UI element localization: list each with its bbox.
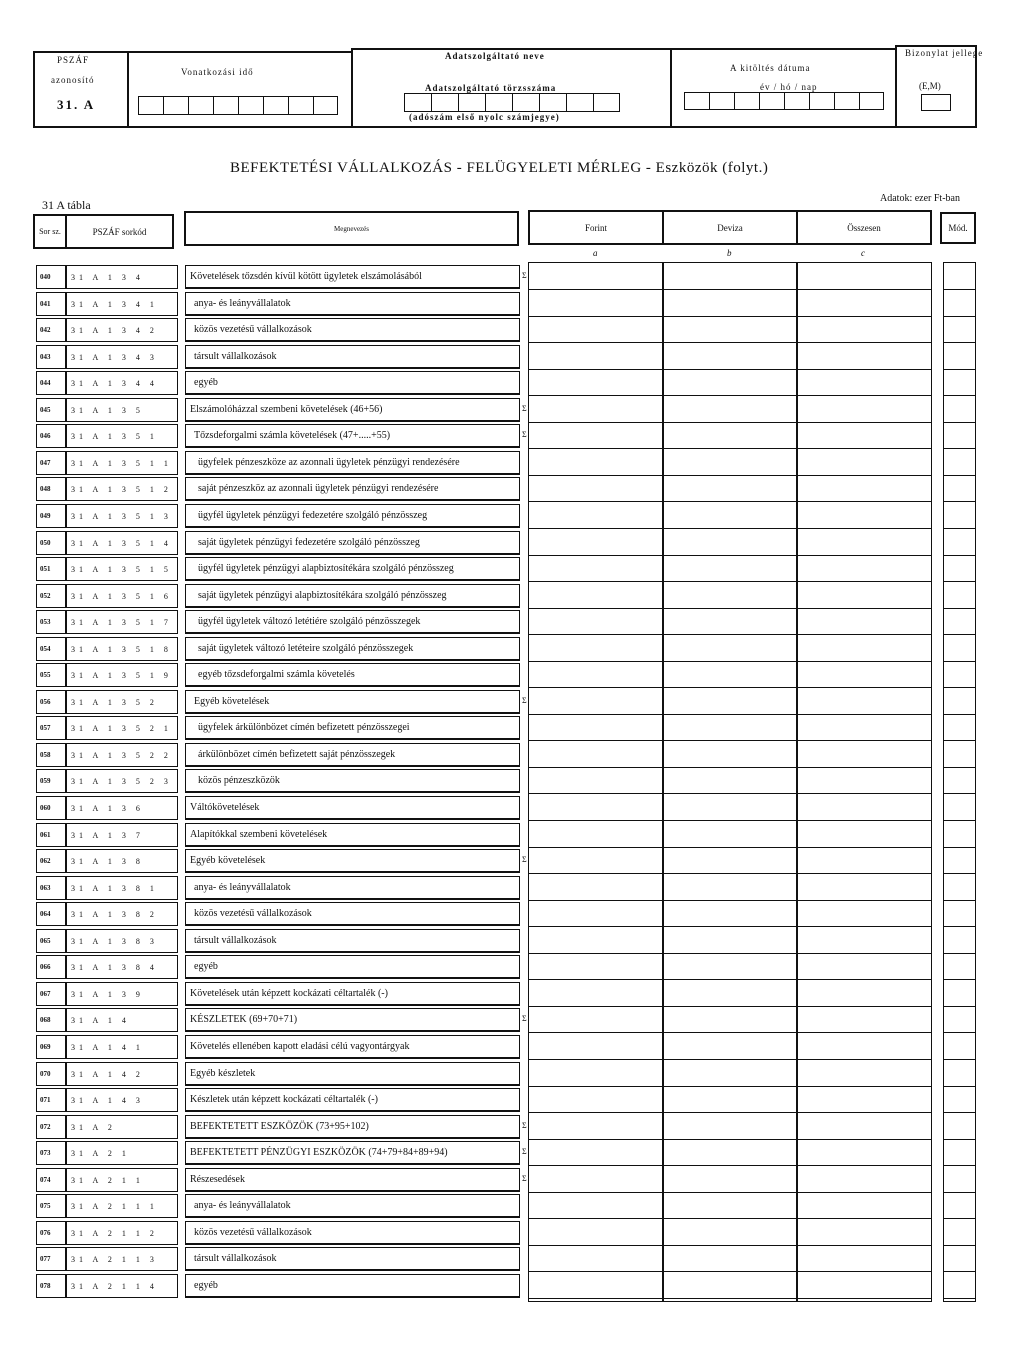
row-name: Alapítókkal szembeni követelések xyxy=(185,823,520,847)
row-divider xyxy=(528,820,932,821)
row-divider xyxy=(528,900,932,901)
row-code: 31 A 1 3 5 1 1 xyxy=(66,451,178,475)
row-number: 046 xyxy=(36,424,66,448)
row-name: ügyfél ügyletek pénzügyi alapbiztosítékára szolgáló pénzösszeg xyxy=(185,557,520,581)
row-divider-mod xyxy=(943,847,976,848)
row-code: 31 A 1 3 8 4 xyxy=(66,955,178,979)
row-sum-marker: Σ xyxy=(522,855,527,864)
row-name: Egyéb készletek xyxy=(185,1062,520,1086)
row-name: Követelések tőzsdén kívül kötött ügyletek elszámolásából xyxy=(185,265,520,289)
row-name: társult vállalkozások xyxy=(185,345,520,369)
row-divider-mod xyxy=(943,475,976,476)
row-divider xyxy=(528,501,932,502)
row-number: 070 xyxy=(36,1062,66,1086)
ref-time-label: Vonatkozási idő xyxy=(181,67,254,77)
row-code: 31 A 1 3 6 xyxy=(66,796,178,820)
row-number: 054 xyxy=(36,637,66,661)
row-name: ügyfél ügyletek változó letétiére szolgáló pénzösszegek xyxy=(185,610,520,634)
row-code: 31 A 1 3 5 1 8 xyxy=(66,637,178,661)
provider-reg-note: (adószám első nyolc számjegye) xyxy=(409,112,560,122)
row-name: Követelések után képzett kockázati céltartalék (-) xyxy=(185,982,520,1006)
row-code: 31 A 2 1 1 3 xyxy=(66,1247,178,1271)
row-number: 041 xyxy=(36,292,66,316)
row-number: 074 xyxy=(36,1168,66,1192)
row-number: 048 xyxy=(36,477,66,501)
row-divider xyxy=(528,369,932,370)
row-code: 31 A 1 4 xyxy=(66,1008,178,1032)
row-divider xyxy=(528,395,932,396)
row-divider xyxy=(528,847,932,848)
row-number: 071 xyxy=(36,1088,66,1112)
row-divider xyxy=(528,422,932,423)
row-number: 069 xyxy=(36,1035,66,1059)
row-divider xyxy=(528,1192,932,1193)
header-pszaf-box xyxy=(33,51,129,128)
row-divider xyxy=(528,289,932,290)
row-number: 075 xyxy=(36,1194,66,1218)
row-code: 31 A 2 1 xyxy=(66,1141,178,1165)
row-name: egyéb xyxy=(185,955,520,979)
row-code: 31 A 2 xyxy=(66,1115,178,1139)
row-name: saját ügyletek pénzügyi fedezetére szolgáló pénzösszeg xyxy=(185,531,520,555)
row-divider xyxy=(528,475,932,476)
azonosito-label: azonosító xyxy=(51,75,95,85)
row-number: 051 xyxy=(36,557,66,581)
row-name: Tőzsdeforgalmi számla követelések (47+.....+55) xyxy=(185,424,520,448)
pszaf-label: PSZÁF xyxy=(57,55,90,65)
row-code: 31 A 2 1 1 4 xyxy=(66,1274,178,1298)
row-name: közös vezetésű vállalkozások xyxy=(185,1221,520,1245)
row-divider-mod xyxy=(943,1271,976,1272)
row-code: 31 A 1 3 4 3 xyxy=(66,345,178,369)
row-sum-marker: Σ xyxy=(522,1121,527,1130)
row-name: közös vezetésű vállalkozások xyxy=(185,318,520,342)
row-code: 31 A 1 3 5 1 xyxy=(66,424,178,448)
row-name: társult vállalkozások xyxy=(185,1247,520,1271)
row-code: 31 A 1 3 9 xyxy=(66,982,178,1006)
row-code: 31 A 1 3 5 1 2 xyxy=(66,477,178,501)
row-number: 050 xyxy=(36,531,66,555)
row-divider-mod xyxy=(943,1298,976,1299)
row-divider-mod xyxy=(943,528,976,529)
row-divider-mod xyxy=(943,448,976,449)
row-divider xyxy=(528,608,932,609)
row-code: 31 A 1 3 4 xyxy=(66,265,178,289)
row-code: 31 A 1 3 4 1 xyxy=(66,292,178,316)
row-divider-mod xyxy=(943,369,976,370)
provider-reg-input-cells[interactable] xyxy=(404,93,620,112)
row-code: 31 A 1 3 5 xyxy=(66,398,178,422)
row-code: 31 A 1 3 8 1 xyxy=(66,876,178,900)
row-name: Részesedések xyxy=(185,1168,520,1192)
row-divider xyxy=(528,342,932,343)
row-divider-mod xyxy=(943,1218,976,1219)
row-number: 067 xyxy=(36,982,66,1006)
osszesen-column xyxy=(796,262,932,1302)
row-divider xyxy=(528,316,932,317)
row-divider-mod xyxy=(943,608,976,609)
row-code: 31 A 1 3 8 2 xyxy=(66,902,178,926)
row-divider-mod xyxy=(943,687,976,688)
row-divider xyxy=(528,687,932,688)
ref-time-input-cells[interactable] xyxy=(138,96,338,115)
row-number: 061 xyxy=(36,823,66,847)
row-number: 058 xyxy=(36,743,66,767)
row-name: saját pénzeszköz az azonnali ügyletek pénzügyi rendezésére xyxy=(185,477,520,501)
row-sum-marker: Σ xyxy=(522,1174,527,1183)
row-divider-mod xyxy=(943,1006,976,1007)
row-divider-mod xyxy=(943,289,976,290)
provider-reg-label: Adatszolgáltató törzsszáma xyxy=(425,83,557,93)
row-name: Egyéb követelések xyxy=(185,849,520,873)
row-number: 064 xyxy=(36,902,66,926)
row-divider-mod xyxy=(943,342,976,343)
row-divider-mod xyxy=(943,395,976,396)
row-name: egyéb tőzsdeforgalmi számla követelés xyxy=(185,663,520,687)
row-number: 078 xyxy=(36,1274,66,1298)
row-name: anya- és leányvállalatok xyxy=(185,876,520,900)
row-divider-mod xyxy=(943,1032,976,1033)
row-code: 31 A 2 1 1 2 xyxy=(66,1221,178,1245)
forint-column xyxy=(528,262,664,1302)
row-name: ügyfelek árkülönbözet címén befizetett pénzösszegei xyxy=(185,716,520,740)
row-name: saját ügyletek pénzügyi alapbiztosítékára szolgáló pénzösszeg xyxy=(185,584,520,608)
row-divider xyxy=(528,1245,932,1246)
row-code: 31 A 2 1 1 xyxy=(66,1168,178,1192)
row-divider xyxy=(528,1006,932,1007)
row-divider xyxy=(528,926,932,927)
header-doc-type-box xyxy=(895,45,984,128)
row-name: ügyfél ügyletek pénzügyi fedezetére szolgáló pénzösszeg xyxy=(185,504,520,528)
row-divider xyxy=(528,1032,932,1033)
row-code: 31 A 1 3 5 1 6 xyxy=(66,584,178,608)
row-code: 31 A 1 3 8 xyxy=(66,849,178,873)
row-divider-mod xyxy=(943,581,976,582)
row-name: KÉSZLETEK (69+70+71) xyxy=(185,1008,520,1032)
row-divider xyxy=(528,714,932,715)
row-number: 053 xyxy=(36,610,66,634)
row-divider xyxy=(528,1059,932,1060)
row-code: 31 A 2 1 1 1 xyxy=(66,1194,178,1218)
row-divider xyxy=(528,634,932,635)
row-divider xyxy=(528,448,932,449)
row-divider-mod xyxy=(943,1165,976,1166)
row-code: 31 A 1 3 5 1 3 xyxy=(66,504,178,528)
row-divider xyxy=(528,953,932,954)
row-divider-mod xyxy=(943,793,976,794)
row-divider xyxy=(528,528,932,529)
row-code: 31 A 1 3 4 4 xyxy=(66,371,178,395)
table-label: 31 A tábla xyxy=(42,198,91,212)
row-number: 073 xyxy=(36,1141,66,1165)
row-number: 068 xyxy=(36,1008,66,1032)
row-sum-marker: Σ xyxy=(522,271,527,280)
row-code: 31 A 1 3 5 2 1 xyxy=(66,716,178,740)
row-divider-mod xyxy=(943,634,976,635)
col-forint: Forint xyxy=(528,210,664,245)
row-number: 059 xyxy=(36,769,66,793)
row-name: egyéb xyxy=(185,371,520,395)
row-code: 31 A 1 3 4 2 xyxy=(66,318,178,342)
col-name: Megnevezés xyxy=(184,211,519,246)
row-code: 31 A 1 3 8 3 xyxy=(66,929,178,953)
fill-date-label: A kitöltés dátuma xyxy=(730,63,811,73)
row-divider xyxy=(528,1218,932,1219)
mod-column xyxy=(943,262,976,1302)
row-number: 077 xyxy=(36,1247,66,1271)
row-code: 31 A 1 3 5 1 7 xyxy=(66,610,178,634)
row-divider xyxy=(528,1086,932,1087)
page-title: BEFEKTETÉSI VÁLLALKOZÁS - FELÜGYELETI MÉRLEG - Eszközök (folyt.) xyxy=(230,160,769,176)
row-number: 055 xyxy=(36,663,66,687)
row-code: 31 A 1 3 5 1 5 xyxy=(66,557,178,581)
row-name: Váltókövetelések xyxy=(185,796,520,820)
row-divider-mod xyxy=(943,1139,976,1140)
col-osszesen: Összesen xyxy=(796,210,932,245)
row-number: 056 xyxy=(36,690,66,714)
col-letter-b: b xyxy=(727,248,732,258)
row-number: 066 xyxy=(36,955,66,979)
row-name: BEFEKTETETT ESZKÖZÖK (73+95+102) xyxy=(185,1115,520,1139)
doc-type-input[interactable] xyxy=(921,94,951,111)
row-name: árkülönbözet címén befizetett saját pénzösszegek xyxy=(185,743,520,767)
row-number: 052 xyxy=(36,584,66,608)
row-divider xyxy=(528,1271,932,1272)
col-deviza: Deviza xyxy=(662,210,798,245)
col-mod: Mód. xyxy=(940,212,976,244)
row-number: 060 xyxy=(36,796,66,820)
row-code: 31 A 1 4 3 xyxy=(66,1088,178,1112)
row-name: anya- és leányvállalatok xyxy=(185,1194,520,1218)
fill-date-format: év / hó / nap xyxy=(760,82,818,92)
row-number: 063 xyxy=(36,876,66,900)
row-sum-marker: Σ xyxy=(522,696,527,705)
row-divider-mod xyxy=(943,820,976,821)
row-divider-mod xyxy=(943,926,976,927)
col-letter-a: a xyxy=(593,248,598,258)
row-number: 062 xyxy=(36,849,66,873)
row-number: 043 xyxy=(36,345,66,369)
row-divider xyxy=(528,873,932,874)
row-divider xyxy=(528,555,932,556)
row-name: közös pénzeszközök xyxy=(185,769,520,793)
row-code: 31 A 1 3 5 2 2 xyxy=(66,743,178,767)
row-divider-mod xyxy=(943,661,976,662)
row-divider-mod xyxy=(943,501,976,502)
fill-date-input-cells[interactable] xyxy=(684,92,884,110)
header-ref-time-box xyxy=(127,51,353,128)
row-number: 049 xyxy=(36,504,66,528)
header-provider-box xyxy=(351,48,672,128)
row-divider-mod xyxy=(943,1245,976,1246)
row-divider-mod xyxy=(943,1086,976,1087)
deviza-column xyxy=(662,262,798,1302)
row-code: 31 A 1 4 1 xyxy=(66,1035,178,1059)
row-divider-mod xyxy=(943,316,976,317)
row-name: ügyfelek pénzeszköze az azonnali ügyletek pénzügyi rendezésére xyxy=(185,451,520,475)
row-name: anya- és leányvállalatok xyxy=(185,292,520,316)
row-divider-mod xyxy=(943,767,976,768)
row-divider-mod xyxy=(943,1059,976,1060)
doc-type-label: Bizonylat jellege xyxy=(905,48,984,58)
row-number: 076 xyxy=(36,1221,66,1245)
unit-note: Adatok: ezer Ft-ban xyxy=(880,193,960,204)
row-divider-mod xyxy=(943,1112,976,1113)
row-number: 057 xyxy=(36,716,66,740)
row-divider-mod xyxy=(943,1192,976,1193)
row-code: 31 A 1 4 2 xyxy=(66,1062,178,1086)
row-code: 31 A 1 3 5 2 3 xyxy=(66,769,178,793)
header-fill-date-box xyxy=(670,48,897,128)
row-sum-marker: Σ xyxy=(522,1014,527,1023)
row-number: 045 xyxy=(36,398,66,422)
row-name: Egyéb követelések xyxy=(185,690,520,714)
row-divider-mod xyxy=(943,555,976,556)
row-divider-mod xyxy=(943,900,976,901)
form-code: 31. A xyxy=(57,97,96,112)
row-divider xyxy=(528,740,932,741)
row-name: egyéb xyxy=(185,1274,520,1298)
row-sum-marker: Σ xyxy=(522,1147,527,1156)
row-code: 31 A 1 3 5 1 4 xyxy=(66,531,178,555)
row-code: 31 A 1 3 7 xyxy=(66,823,178,847)
row-number: 040 xyxy=(36,265,66,289)
row-number: 044 xyxy=(36,371,66,395)
row-name: Elszámolóházzal szembeni követelések (46+56) xyxy=(185,398,520,422)
row-divider xyxy=(528,1139,932,1140)
row-divider xyxy=(528,1298,932,1299)
row-code: 31 A 1 3 5 2 xyxy=(66,690,178,714)
row-divider-mod xyxy=(943,740,976,741)
row-name: társult vállalkozások xyxy=(185,929,520,953)
row-name: Készletek után képzett kockázati céltartalék (-) xyxy=(185,1088,520,1112)
row-number: 072 xyxy=(36,1115,66,1139)
row-divider xyxy=(528,767,932,768)
row-name: közös vezetésű vállalkozások xyxy=(185,902,520,926)
row-divider-mod xyxy=(943,873,976,874)
row-name: BEFEKTETETT PÉNZÜGYI ESZKÖZÖK (74+79+84+89+94) xyxy=(185,1141,520,1165)
row-divider-mod xyxy=(943,979,976,980)
row-divider xyxy=(528,581,932,582)
row-divider-mod xyxy=(943,714,976,715)
provider-name-label: Adatszolgáltató neve xyxy=(445,51,545,61)
row-divider xyxy=(528,1112,932,1113)
row-divider xyxy=(528,661,932,662)
doc-type-options: (E,M) xyxy=(919,81,941,91)
col-sor: Sor sz. xyxy=(33,214,67,249)
row-number: 042 xyxy=(36,318,66,342)
row-code: 31 A 1 3 5 1 9 xyxy=(66,663,178,687)
row-number: 047 xyxy=(36,451,66,475)
row-divider xyxy=(528,979,932,980)
row-number: 065 xyxy=(36,929,66,953)
row-sum-marker: Σ xyxy=(522,404,527,413)
row-divider-mod xyxy=(943,422,976,423)
row-divider xyxy=(528,793,932,794)
row-name: Követelés ellenében kapott eladási célú vagyontárgyak xyxy=(185,1035,520,1059)
row-name: saját ügyletek változó letéteire szolgáló pénzösszegek xyxy=(185,637,520,661)
col-code: PSZÁF sorkód xyxy=(65,214,174,249)
row-divider xyxy=(528,1165,932,1166)
col-letter-c: c xyxy=(861,248,865,258)
row-divider-mod xyxy=(943,953,976,954)
row-sum-marker: Σ xyxy=(522,430,527,439)
